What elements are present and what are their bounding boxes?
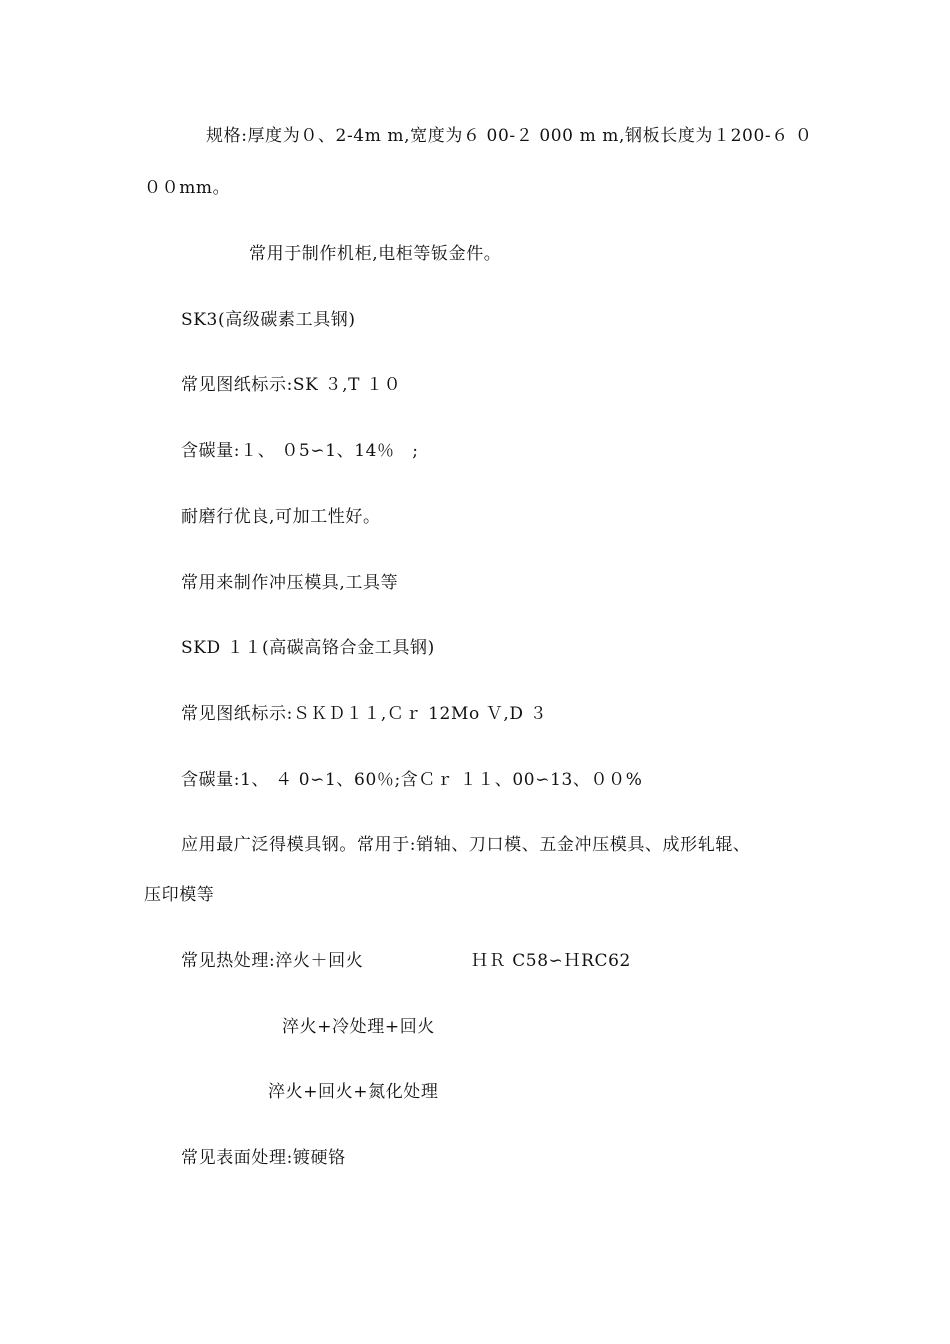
skd11-usage-line-1: 应用最广泛得模具钢。常用于:销轴、刀口模、五金冲压模具、成形轧辊、 [181, 835, 751, 855]
surface-treatment-line: 常见表面处理:镀硬铬 [181, 1148, 346, 1168]
sk3-heading: SK3(高级碳素工具钢) [181, 310, 356, 330]
heat-treatment-label: 常见热处理:淬火＋回火 [181, 951, 364, 971]
sk3-property: 耐磨行优良,可加工性好。 [181, 507, 381, 527]
sheet-usage-line: 常用于制作机柜,电柜等钣金件。 [249, 244, 502, 264]
skd11-drawing-marks: 常见图纸标示:ＳＫＤ１１,Ｃｒ 12Mo Ｖ,D ３ [181, 704, 548, 724]
skd11-usage-line-2: 压印模等 [144, 885, 215, 905]
spec-line-1: 规格:厚度为０、2-4m m,宽度为６ 00-２ 000 m m,钢板长度为１200-６ ０ [206, 126, 813, 146]
skd11-carbon-content: 含碳量:1、 ４ 0∽1、60％;含Ｃｒ １１、00∽13、００% [181, 770, 643, 790]
sk3-carbon-content: 含碳量:１、 ０5∽1、14％ ; [181, 441, 419, 461]
heat-treatment-hardness: ＨＲ C58∽ＨRC62 [471, 951, 631, 971]
sk3-usage: 常用来制作冲压模具,工具等 [181, 573, 399, 593]
sk3-drawing-marks: 常见图纸标示:SK ３,T １０ [181, 375, 402, 395]
skd11-heading: SKD １１(高碳高铬合金工具钢) [181, 638, 435, 658]
heat-treatment-option-3: 淬火+回火+氮化处理 [268, 1082, 439, 1102]
spec-line-2: ００mm。 [144, 178, 231, 198]
heat-treatment-option-2: 淬火+冷处理+回火 [282, 1017, 435, 1037]
